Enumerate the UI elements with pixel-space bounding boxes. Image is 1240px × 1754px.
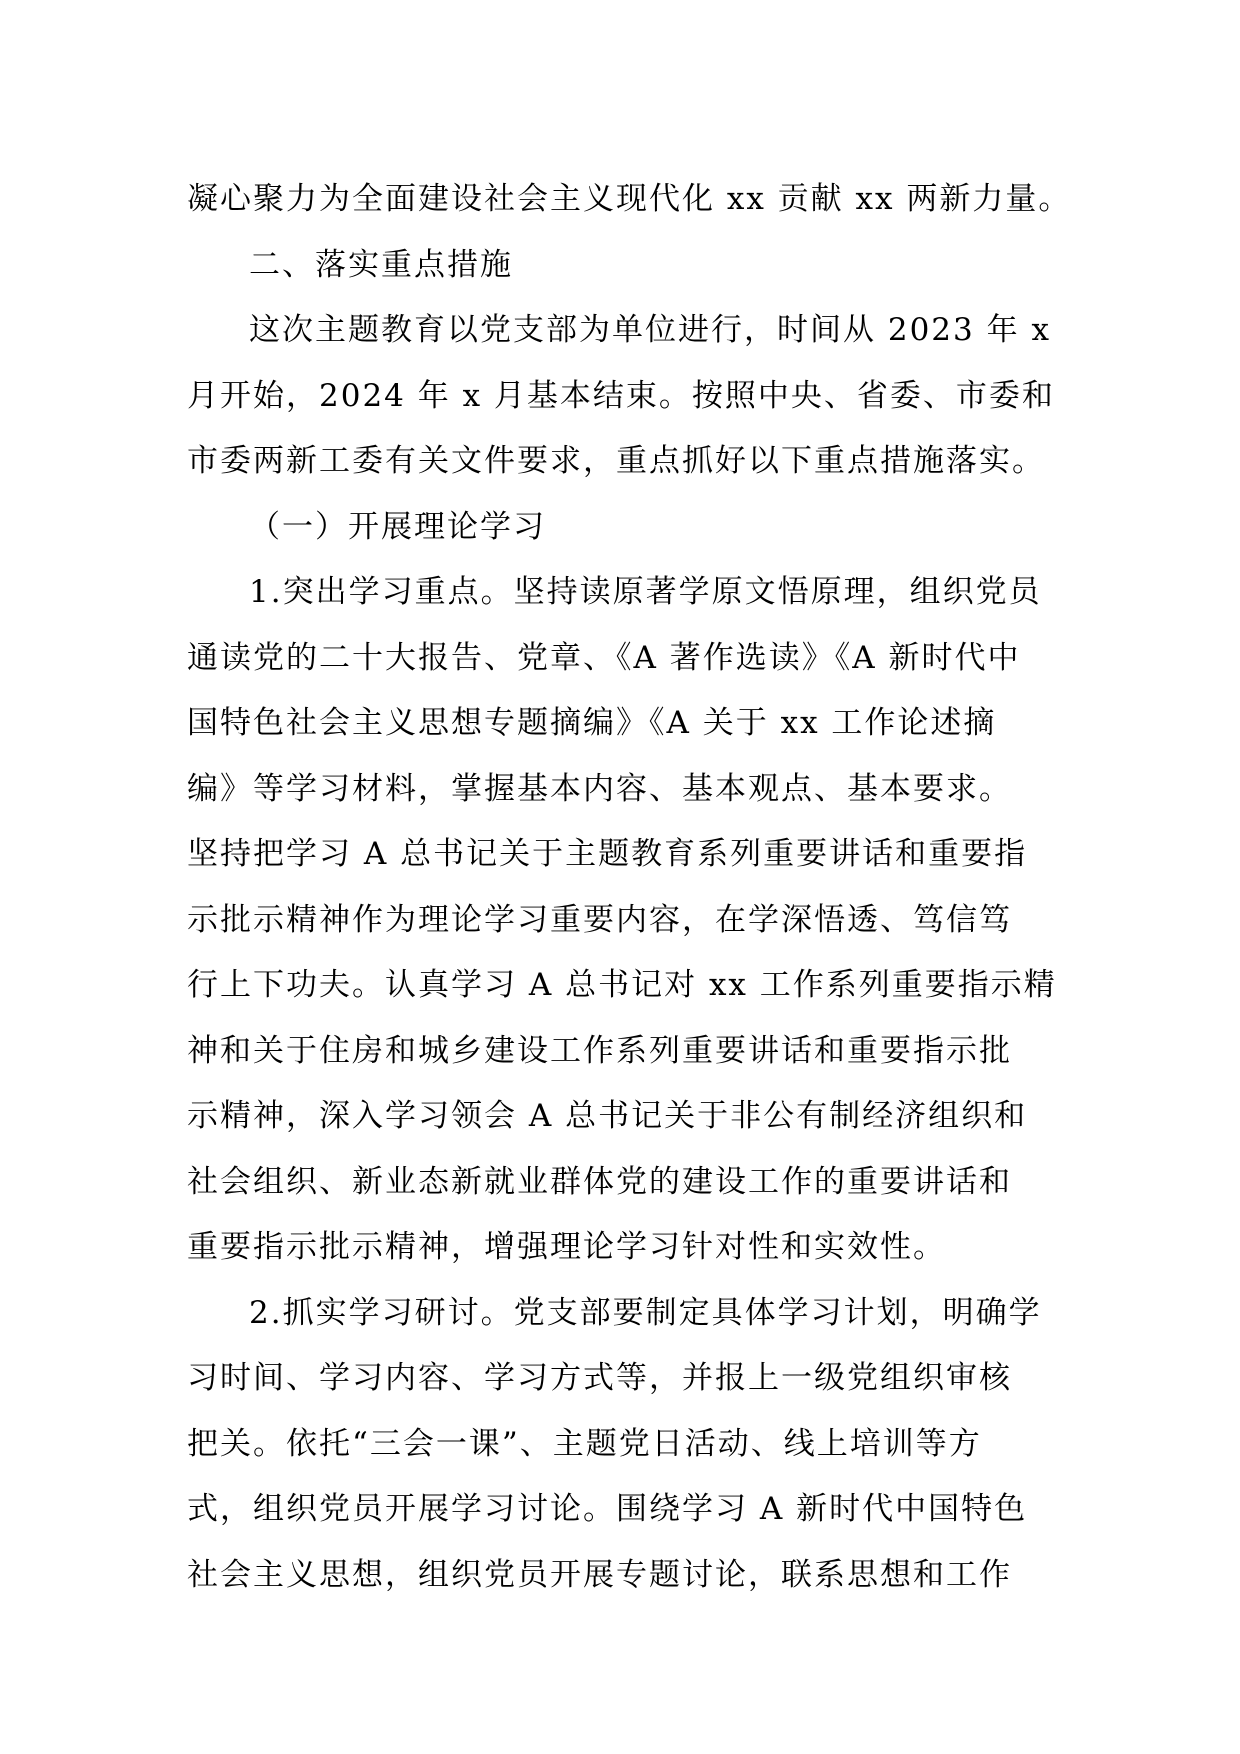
text-line: 国特色社会主义思想专题摘编》《A 关于 xx 工作论述摘 — [187, 705, 997, 741]
text-line: 习时间、学习内容、学习方式等，并报上一级党组织审核 — [187, 1360, 1012, 1396]
text-line: 坚持把学习 A 总书记关于主题教育系列重要讲话和重要指 — [187, 836, 1028, 872]
text-line: 2.抓实学习研讨。党支部要制定具体学习计划，明确学 — [249, 1294, 1042, 1331]
subsection-heading: （一）开展理论学习 — [249, 508, 546, 545]
text-line: 式，组织党员开展学习讨论。围绕学习 A 新时代中国特色 — [187, 1491, 1028, 1527]
text-line: 重要指示批示精神，增强理论学习针对性和实效性。 — [187, 1229, 946, 1265]
text-line: 神和关于住房和城乡建设工作系列重要讲话和重要指示批 — [187, 1032, 1012, 1069]
text-line: 社会主义思想，组织党员开展专题讨论，联系思想和工作 — [187, 1556, 1012, 1593]
text-line: 这次主题教育以党支部为单位进行，时间从 2023 年 x — [249, 312, 1051, 348]
text-line: 通读党的二十大报告、党章、《A 著作选读》《A 新时代中 — [187, 639, 1021, 676]
text-line: 编》等学习材料，掌握基本内容、基本观点、基本要求。 — [187, 770, 1012, 807]
text-line: 把关。依托“三会一课”、主题党日活动、线上培训等方 — [187, 1425, 982, 1462]
text-line: 社会组织、新业态新就业群体党的建设工作的重要讲话和 — [187, 1163, 1012, 1200]
text-line: 示批示精神作为理论学习重要内容，在学深悟透、笃信笃 — [187, 901, 1012, 938]
text-line: 凝心聚力为全面建设社会主义现代化 xx 贡献 xx 两新力量。 — [187, 181, 1072, 217]
document-page — [187, 167, 1072, 1608]
text-line: 行上下功夫。认真学习 A 总书记对 xx 工作系列重要指示精 — [187, 967, 1057, 1003]
text-line: 1.突出学习重点。坚持读原著学原文悟原理，组织党员 — [249, 574, 1042, 610]
text-line: 示精神，深入学习领会 A 总书记关于非公有制经济组织和 — [187, 1098, 1028, 1134]
section-heading: 二、落实重点措施 — [249, 246, 513, 283]
text-line: 市委两新工委有关文件要求，重点抓好以下重点措施落实。 — [187, 443, 1045, 479]
text-line: 月开始，2024 年 x 月基本结束。按照中央、省委、市委和 — [187, 377, 1055, 414]
